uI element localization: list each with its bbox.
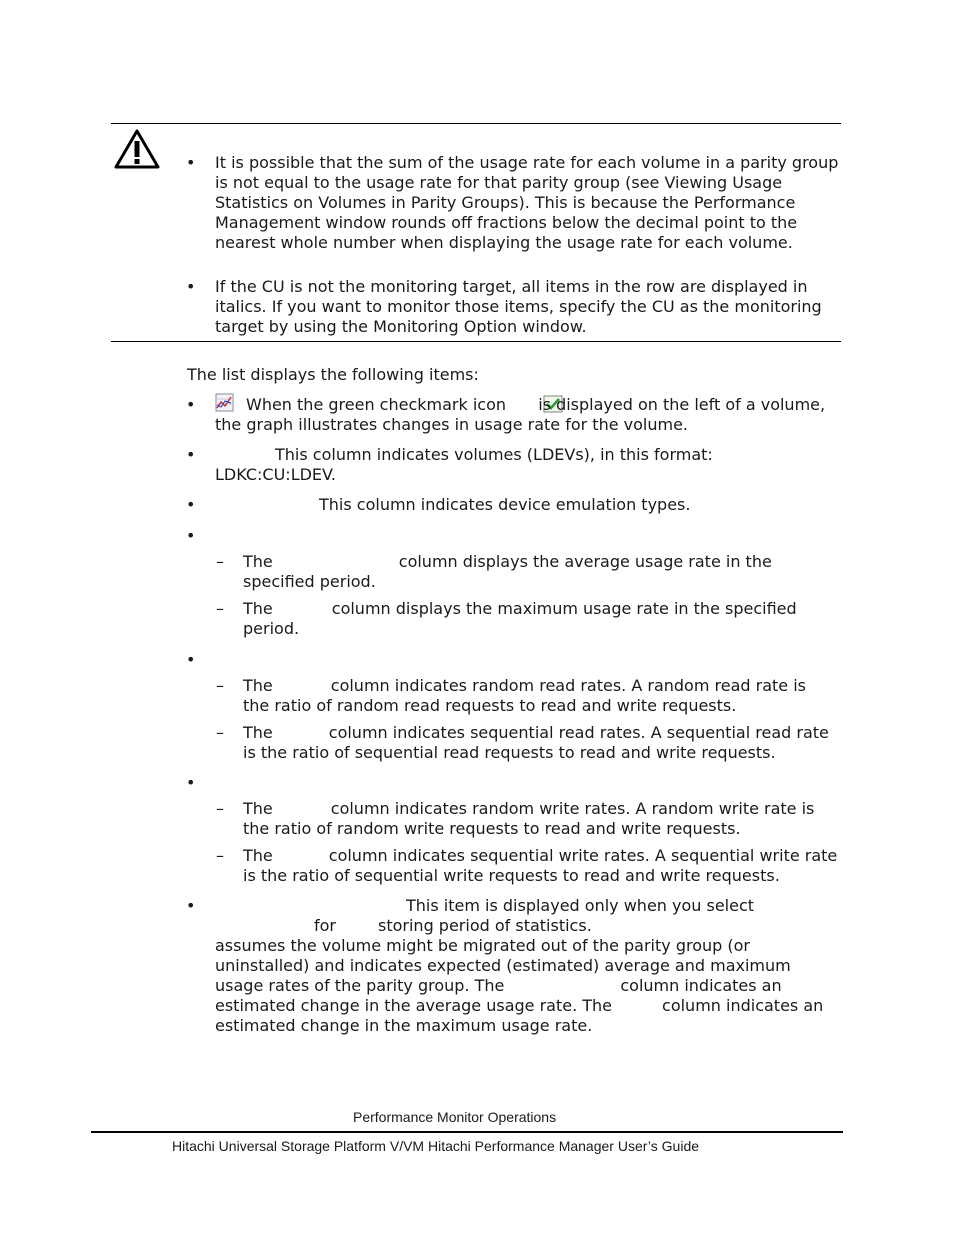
graph-text-a: When the green checkmark icon	[246, 395, 507, 414]
item-bullet-usage: •	[186, 526, 196, 545]
item-graph	[215, 395, 845, 435]
dash: –	[216, 799, 224, 818]
item-bullet-ldev: •	[186, 445, 196, 464]
read-sequential: The column indicates sequential read rates. A sequential read rate is the ratio of sequential read requests to read and write requests.	[243, 723, 829, 762]
item-bullet-graph: •	[186, 395, 196, 414]
green-checkmark-icon	[512, 395, 532, 413]
estimate-line-2a: for	[314, 916, 336, 935]
estimate-line-1: This item is displayed only when you select	[406, 896, 755, 915]
read-random: The column indicates random read rates. A random read rate is the ratio of random read requests to read and write requests.	[243, 676, 806, 715]
item-ldev: This column indicates volumes (LDEVs), in this format: LDKC:CU:LDEV.	[215, 445, 713, 484]
usage-max: The column displays the maximum usage rate in the specified period.	[243, 599, 797, 638]
caution-item-2: If the CU is not the monitoring target, all items in the row are displayed in italics. If you want to monitor those items, specify the CU as the monitoring target by using the Monitoring Option window.	[215, 277, 822, 336]
estimate-body: assumes the volume might be migrated out of the parity group (or uninstalled) and indicates expected (estimated) average and maximum usage rates of the parity group. The column indicates an estimated change in the average usage rate. The column indicates an estimated change in the maximum usage rate.	[215, 936, 824, 1035]
item-bullet-read: •	[186, 650, 196, 669]
item-bullet-emulation: •	[186, 495, 196, 514]
caution-top-rule	[111, 123, 841, 124]
graph-text-b: is displayed on the left of a volume, the graph illustrates changes in usage rate for the volume.	[215, 395, 826, 434]
item-bullet-estimate: •	[186, 896, 196, 915]
item-emulation: This column indicates device emulation types.	[319, 495, 691, 514]
usage-ave: The column displays the average usage rate in the specified period.	[243, 552, 772, 591]
dash: –	[216, 552, 224, 571]
footer-guide-title: Hitachi Universal Storage Platform V/VM Hitachi Performance Manager User’s Guide	[172, 1138, 700, 1154]
caution-item-1: It is possible that the sum of the usage rate for each volume in a parity group is not equal to the usage rate for that parity group (see Viewing Usage Statistics on Volumes in Parity Groups). This is because the Performance Management window rounds off fractions below the decimal point to the nearest whole number when displaying the usage rate for each volume.	[215, 153, 839, 252]
write-random: The column indicates random write rates. A random write rate is the ratio of random write requests to read and write requests.	[243, 799, 815, 838]
dash: –	[216, 846, 224, 865]
caution-bullet-1: •	[186, 153, 196, 172]
estimate-line-2b: storing period of statistics.	[378, 916, 592, 935]
dash: –	[216, 599, 224, 618]
dash: –	[216, 723, 224, 742]
footer-rule	[91, 1131, 843, 1133]
write-sequential: The column indicates sequential write rates. A sequential write rate is the ratio of sequential write requests to read and write requests.	[243, 846, 838, 885]
warning-triangle-icon	[113, 128, 161, 170]
footer-section-title: Performance Monitor Operations	[353, 1109, 557, 1125]
caution-bullet-2: •	[186, 277, 196, 296]
list-intro: The list displays the following items:	[187, 365, 479, 384]
dash: –	[216, 676, 224, 695]
caution-bottom-rule	[111, 341, 841, 342]
item-bullet-write: •	[186, 773, 196, 792]
